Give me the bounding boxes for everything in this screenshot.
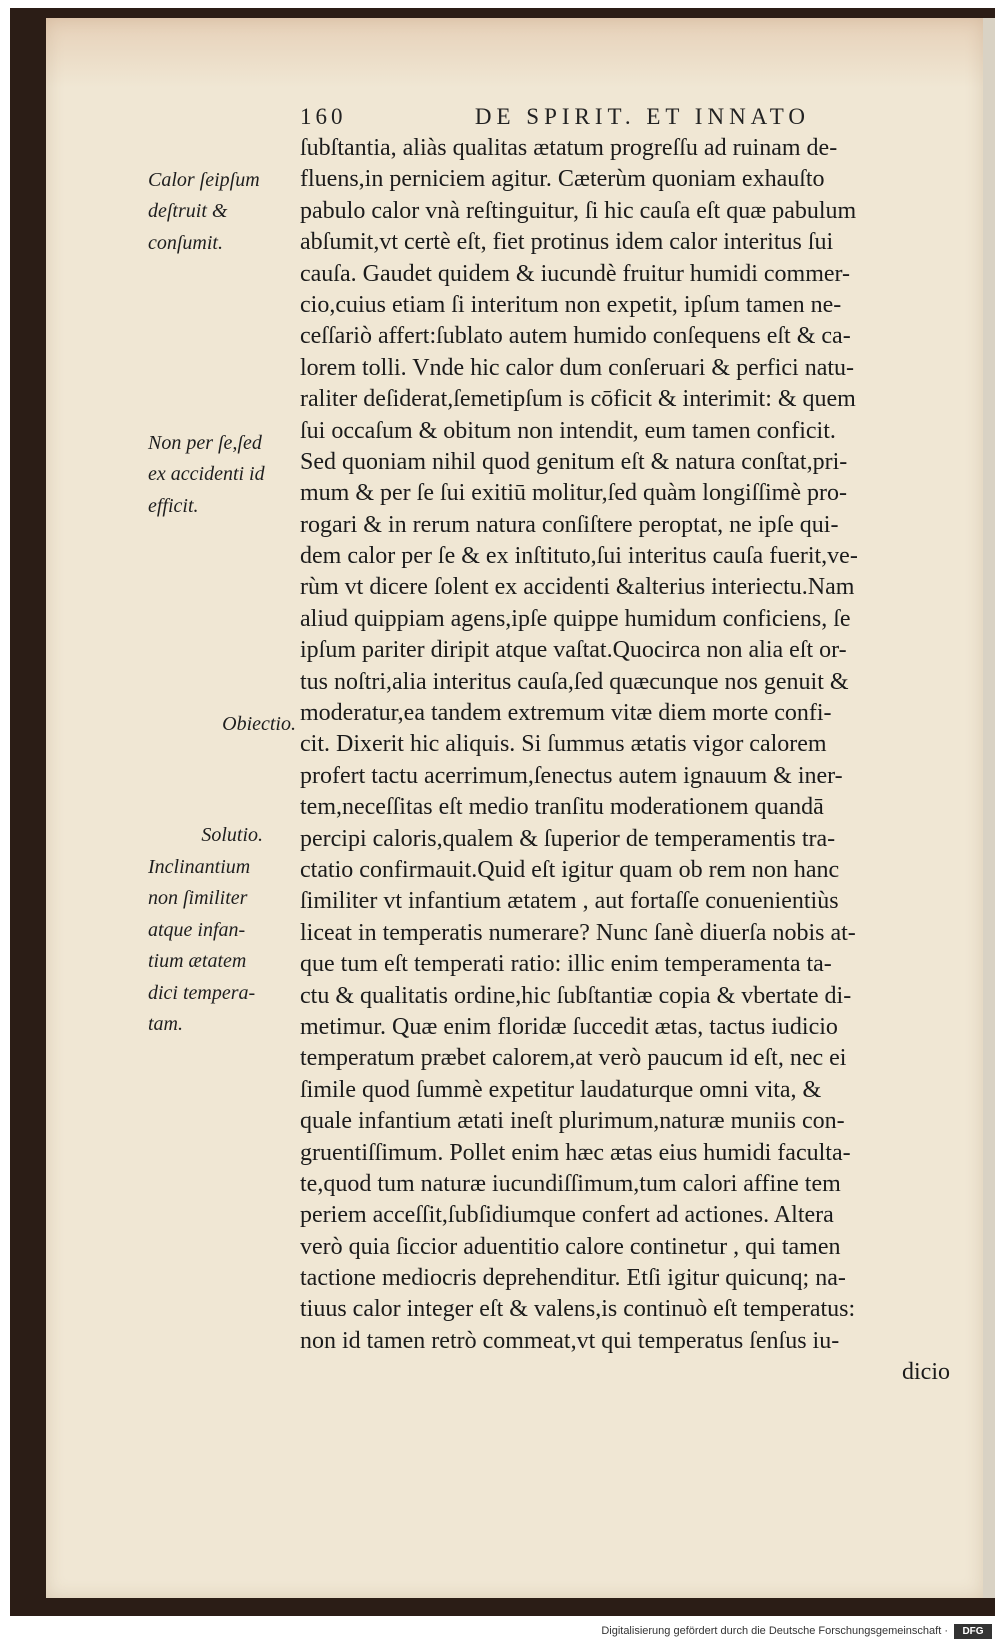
text-line: ctu & qualitatis ordine,hic ſubſtantiæ copia & vbertate di- bbox=[300, 982, 852, 1009]
text-line: non id tamen retrò commeat,vt qui temperatus ſenſus iu- bbox=[300, 1327, 840, 1354]
margin-note-obiectio bbox=[148, 709, 296, 740]
dfg-logo: DFG bbox=[954, 1624, 992, 1639]
text-line: Sed quoniam nihil quod genitum eſt & natura conſtat,pri- bbox=[300, 448, 848, 475]
text-line: abſumit,vt certè eſt, fiet protinus idem calor interitus ſui bbox=[300, 229, 834, 256]
text-line: fluens,in perniciem agitur. Cæterùm quoniam exhauſto bbox=[300, 166, 825, 193]
text-line: rùm vt dicere ſolent ex accidenti &alterius interiectu.Nam bbox=[300, 574, 855, 601]
text-line: raliter deſiderat,ſemetipſum is cōficit & interimit: & quem bbox=[300, 386, 856, 413]
margin-note-non-per-se bbox=[148, 428, 296, 522]
margin-note-line: Solutio. bbox=[201, 824, 263, 846]
text-line: lorem tolli. Vnde hic calor dum conſeruari & perfici natu- bbox=[300, 354, 855, 381]
margin-note-line: Obiectio. bbox=[222, 713, 296, 735]
margin-note-line: Inclinantium bbox=[148, 856, 251, 878]
text-line: cio,cuius etiam ſi interitum non expetit, ipſum tamen ne- bbox=[300, 291, 842, 318]
margin-note-line: Calor ſeipſum bbox=[148, 169, 260, 191]
text-line: tiuus calor integer eſt & valens,is continuò eſt temperatus: bbox=[300, 1296, 856, 1323]
running-header bbox=[300, 104, 810, 130]
margin-note-line: tam. bbox=[148, 1013, 183, 1036]
text-line: tus noſtri,alia interitus cauſa,ſed quæcunque nos genuit & bbox=[300, 668, 849, 695]
margin-note-solutio bbox=[148, 820, 263, 851]
text-line: tem,neceſſitas eſt medio tranſitu moderationem quandā bbox=[300, 794, 824, 821]
page-stain bbox=[46, 18, 983, 88]
text-line: periem acceſſit,ſubſidiumque confert ad actiones. Altera bbox=[300, 1202, 834, 1229]
text-line: gruentiſſimum. Pollet enim hæc ætas eius humidi faculta- bbox=[300, 1139, 851, 1166]
margin-note-line: non ſimiliter bbox=[148, 887, 248, 910]
text-line: cit. Dixerit hic aliquis. Si ſummus ætatis vigor calorem bbox=[300, 731, 827, 758]
margin-note-line: conſumit. bbox=[148, 231, 223, 254]
text-line: aliud quippiam agens,ipſe quippe humidum conficiens, ſe bbox=[300, 605, 851, 632]
text-line: moderatur,ea tandem extremum vitæ diem morte confi- bbox=[300, 700, 832, 727]
text-line: ſimiliter vt infantium ætatem , aut fortaſſe conuenientiùs bbox=[300, 888, 839, 915]
margin-note-line: ex accidenti id bbox=[148, 463, 265, 486]
text-line: te,quod tum naturæ iucundiſſimum,tum calori affine tem bbox=[300, 1170, 841, 1197]
text-line: pabulo calor vnà reſtinguitur, ſi hic cauſa eſt quæ pabulum bbox=[300, 197, 857, 224]
footer-bar bbox=[0, 1620, 1000, 1643]
page-edge-strip bbox=[983, 18, 995, 1598]
margin-note-line: efficit. bbox=[148, 494, 199, 517]
text-line: quale infantium ætati ineſt plurimum,naturæ muniis con- bbox=[300, 1108, 845, 1135]
text-line: que tum eſt temperati ratio: illic enim temperamenta ta- bbox=[300, 951, 832, 978]
text-line: percipi caloris,qualem & ſuperior de temperamentis tra- bbox=[300, 825, 836, 852]
margin-note-inclinantium bbox=[148, 852, 296, 1040]
text-line: ipſum pariter diripit atque vaſtat.Quocirca non alia eſt or- bbox=[300, 637, 847, 664]
text-line: ſui occaſum & obitum non intendit, eum tamen conficit. bbox=[300, 417, 836, 444]
text-line: dem calor per ſe & ex inſtituto,ſui interitus cauſa fuerit,ve- bbox=[300, 543, 858, 570]
running-title: DE SPIRIT. ET INNATO bbox=[474, 104, 810, 129]
text-line: ſubſtantia, aliàs qualitas ætatum progreſſu ad ruinam de- bbox=[300, 135, 838, 161]
text-line: profert tactu acerrimum,ſenectus autem ignauum & iner- bbox=[300, 762, 843, 789]
text-line: metimur. Quæ enim floridæ ſuccedit ætas, tactus iudicio bbox=[300, 1013, 838, 1040]
margin-note-line: atque infan- bbox=[148, 918, 246, 941]
text-line: ceſſariò affert:ſublato autem humido conſequens eſt & ca- bbox=[300, 323, 851, 350]
text-line: cauſa. Gaudet quidem & iucundè fruitur humidi commer- bbox=[300, 260, 851, 287]
text-line: liceat in temperatis numerare? Nunc ſanè diuerſa nobis at- bbox=[300, 919, 856, 946]
margin-note-line: tium ætatem bbox=[148, 950, 247, 973]
footer-credit: Digitalisierung gefördert durch die Deutsche Forschungsgemeinschaft · bbox=[601, 1625, 948, 1637]
text-line: rogari & in rerum natura conſiſtere peroptat, ne ipſe qui- bbox=[300, 511, 839, 538]
margin-note-calor bbox=[148, 165, 296, 259]
text-line: tactione mediocris deprehenditur. Etſi igitur quicunq; na- bbox=[300, 1265, 846, 1292]
margin-note-line: deſtruit & bbox=[148, 200, 228, 223]
margin-note-line: Non per ſe,ſed bbox=[148, 432, 262, 454]
text-line: temperatum præbet calorem,at verò paucum id eſt, nec ei bbox=[300, 1045, 847, 1072]
margin-note-line: dici tempera- bbox=[148, 981, 256, 1004]
main-text-block bbox=[300, 133, 952, 1389]
text-line: mum & per ſe ſui exitiū molitur,ſed quàm longiſſimè pro- bbox=[300, 480, 847, 507]
text-line: ctatio confirmauit.Quid eſt igitur quam ob rem non hanc bbox=[300, 856, 840, 883]
text-line: dicio bbox=[902, 1359, 950, 1386]
text-line: verò quia ſiccior aduentitio calore continetur , qui tamen bbox=[300, 1233, 841, 1260]
text-line: ſimile quod ſummè expetitur laudaturque omni vita, & bbox=[300, 1076, 822, 1103]
page-number: 160 bbox=[300, 104, 347, 129]
